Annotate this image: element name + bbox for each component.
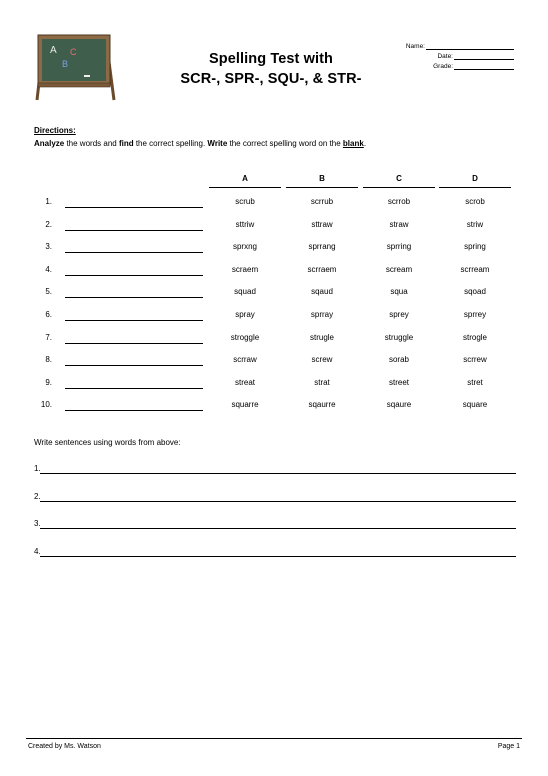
sentence-line[interactable] [40,501,516,502]
answer-blank[interactable] [65,207,203,208]
column-underline [286,187,358,188]
title-line-1: Spelling Test with [209,51,333,67]
question-row [0,220,548,236]
option-b: strat [314,377,330,387]
option-d: square [462,400,488,410]
option-d: scrrew [463,355,487,365]
sentence-number: 2. [34,491,41,501]
answer-blank[interactable] [65,365,203,366]
question-number: 6. [45,310,52,319]
question-number: 10. [40,400,52,410]
answer-blank[interactable] [65,410,203,411]
option-d: spring [464,242,486,252]
sentences-prompt: Write sentences using words from above: [34,438,181,447]
question-row [0,355,548,371]
answer-blank[interactable] [65,230,203,231]
option-d: scrream [460,264,490,274]
date-field[interactable] [454,52,514,60]
option-c: sorab [388,355,409,365]
question-row [0,333,548,349]
option-a: scrub [235,197,255,206]
column-header-d: D [472,174,478,183]
dir-text-1: the words and [64,139,119,148]
grade-label: Grade: [433,63,453,70]
option-c: sprey [389,310,409,319]
option-d: stret [467,377,483,387]
column-header-a: A [242,174,248,183]
chalkboard-illustration [34,31,116,101]
answer-blank[interactable] [65,320,203,321]
grade-field[interactable] [454,62,514,70]
footer-author: Created by Ms. Watson [28,743,101,750]
question-number: 5. [45,287,52,297]
answer-blank[interactable] [65,297,203,298]
answer-blank[interactable] [65,343,203,344]
sentence-row [34,464,516,476]
directions [34,124,366,150]
student-info [384,40,514,70]
dir-text-3: the correct spelling word on the [227,139,343,148]
dir-text-2: the correct spelling. [133,139,208,148]
directions-text [34,137,366,150]
dir-word-find: find [118,139,134,148]
question-number: 3. [45,242,52,252]
question-row [0,197,548,213]
option-d: scrob [465,197,485,206]
option-a: squarre [231,400,259,410]
chalk-letter-c: C [70,47,77,57]
option-a: sprxng [232,242,257,252]
option-b: screw [311,355,333,365]
option-a: streat [234,377,255,387]
dir-text-4: . [363,139,367,148]
option-d: strogle [462,332,487,342]
sentence-line[interactable] [40,528,516,529]
answer-blank[interactable] [65,388,203,389]
footer-divider [26,738,522,739]
column-underline [439,187,511,188]
grade-row [384,60,514,70]
option-c: street [388,377,409,387]
sentence-row [34,547,516,559]
option-a: squad [234,287,256,297]
option-d: striw [466,219,484,229]
option-b: scrrub [310,197,334,206]
sentence-line[interactable] [40,556,516,557]
question-number: 9. [45,377,52,387]
sentence-number: 3. [34,519,41,528]
option-a: scraem [231,264,259,274]
dir-word-blank: blank [342,139,364,148]
chalk-letter-b: B [62,59,69,69]
sentence-row [34,492,516,504]
answer-blank[interactable] [65,252,203,253]
question-number: 8. [45,355,52,365]
dir-word-write: Write [207,139,228,148]
option-b: sqaud [311,287,333,297]
name-field[interactable] [426,42,514,50]
option-a: sttriw [235,219,255,229]
sentence-row [34,519,516,531]
option-c: straw [389,219,409,229]
footer-page-number: Page 1 [497,743,520,750]
column-header-b: B [319,174,325,183]
question-number: 1. [45,197,52,206]
option-b: sprray [310,310,334,319]
page-title [150,51,392,87]
question-number: 2. [45,219,52,229]
option-b: sttraw [311,219,333,229]
option-b: sqaurre [308,400,336,410]
chalk-letter-a: A [50,45,57,56]
option-b: strugle [309,332,334,342]
option-c: squa [390,287,408,297]
column-underline [363,187,435,188]
name-row [384,40,514,50]
sentence-line[interactable] [40,473,516,474]
option-c: sqaure [386,400,412,410]
question-number: 7. [45,332,52,342]
title-line-2: SCR-, SPR-, SQU-, & STR- [180,71,362,87]
date-label: Date: [437,53,453,60]
question-row [0,287,548,303]
question-row [0,400,548,416]
option-d: sqoad [464,287,486,297]
option-a: stroggle [230,332,260,342]
name-label: Name: [405,43,425,50]
option-d: sprrey [463,310,487,319]
question-number: 4. [45,264,52,274]
question-row [0,265,548,281]
option-c: scream [385,264,413,274]
date-row [384,50,514,60]
option-b: scrraem [307,264,337,274]
column-header-c: C [396,174,402,183]
question-row [0,242,548,258]
answer-blank[interactable] [65,275,203,276]
question-row [0,378,548,394]
option-c: scrrob [387,197,411,206]
directions-heading: Directions: [34,126,76,135]
dir-word-analyze: Analyze [34,139,65,148]
option-b: sprrang [308,242,336,252]
option-a: spray [235,310,255,319]
question-row [0,310,548,326]
column-underline [209,187,281,188]
option-a: scrraw [233,355,257,365]
option-c: struggle [384,332,414,342]
sentence-number: 4. [34,546,41,556]
sentence-number: 1. [34,464,41,473]
option-c: sprring [386,242,412,252]
